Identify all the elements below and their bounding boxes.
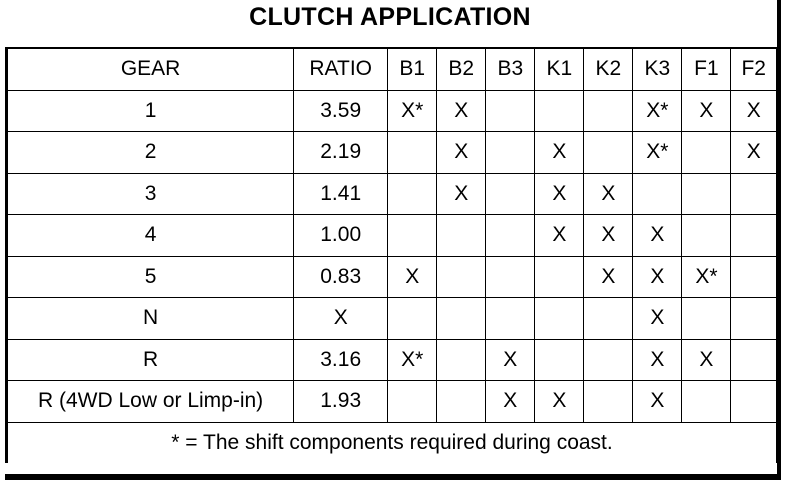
b2-cell [437, 215, 486, 257]
k2-cell [584, 298, 633, 340]
b3-cell [486, 173, 535, 215]
gear-cell: R (4WD Low or Limp-in) [7, 381, 294, 423]
ratio-cell: 1.00 [294, 215, 388, 257]
footnote: * = The shift components required during coast. [7, 422, 778, 463]
k1-cell: X [535, 215, 584, 257]
k1-cell: X [535, 132, 584, 174]
b1-cell [388, 298, 437, 340]
ratio-cell: X [294, 298, 388, 340]
b2-cell: X [437, 90, 486, 132]
f1-cell [682, 298, 731, 340]
ratio-cell: 1.41 [294, 173, 388, 215]
b3-cell [486, 90, 535, 132]
k3-cell: X [633, 381, 682, 423]
table-title: CLUTCH APPLICATION [249, 3, 531, 31]
header-row [7, 48, 778, 90]
b3-cell: X [486, 339, 535, 381]
gear-cell: 1 [7, 90, 294, 132]
ratio-cell: 1.93 [294, 381, 388, 423]
footnote-row [7, 422, 778, 463]
f1-cell: X [682, 90, 731, 132]
b1-cell [388, 132, 437, 174]
f2-cell [731, 256, 777, 298]
table-row [7, 173, 778, 215]
table-row [7, 339, 778, 381]
header-k2: K2 [584, 48, 633, 90]
k2-cell: X [584, 173, 633, 215]
f2-cell [731, 215, 777, 257]
header-b1: B1 [388, 48, 437, 90]
gear-cell: 3 [7, 173, 294, 215]
k3-cell: X [633, 339, 682, 381]
k1-cell [535, 256, 584, 298]
header-f2: F2 [731, 48, 777, 90]
gear-cell: R [7, 339, 294, 381]
k2-cell [584, 90, 633, 132]
b2-cell [437, 381, 486, 423]
f1-cell [682, 381, 731, 423]
table-row [7, 256, 778, 298]
ratio-cell: 2.19 [294, 132, 388, 174]
k1-cell [535, 339, 584, 381]
header-k3: K3 [633, 48, 682, 90]
table-row [7, 298, 778, 340]
header-f1: F1 [682, 48, 731, 90]
b1-cell [388, 381, 437, 423]
k3-cell: X* [633, 90, 682, 132]
b3-cell [486, 215, 535, 257]
b1-cell [388, 215, 437, 257]
gear-cell: N [7, 298, 294, 340]
k2-cell [584, 132, 633, 174]
ratio-cell: 0.83 [294, 256, 388, 298]
header-gear: GEAR [7, 48, 294, 90]
b3-cell [486, 132, 535, 174]
ratio-cell: 3.16 [294, 339, 388, 381]
f1-cell [682, 215, 731, 257]
gear-cell: 4 [7, 215, 294, 257]
k1-cell: X [535, 173, 584, 215]
f1-cell: X [682, 339, 731, 381]
b3-cell [486, 298, 535, 340]
f1-cell [682, 173, 731, 215]
k3-cell [633, 173, 682, 215]
f2-cell [731, 298, 777, 340]
f2-cell: X [731, 90, 777, 132]
header-ratio: RATIO [294, 48, 388, 90]
b2-cell [437, 298, 486, 340]
k3-cell: X* [633, 132, 682, 174]
ratio-cell: 3.59 [294, 90, 388, 132]
k1-cell: X [535, 381, 584, 423]
f1-cell [682, 132, 731, 174]
bottom-border [5, 474, 780, 480]
k3-cell: X [633, 215, 682, 257]
right-border [777, 0, 781, 480]
b2-cell [437, 256, 486, 298]
b1-cell [388, 173, 437, 215]
b2-cell: X [437, 132, 486, 174]
clutch-application-table [5, 47, 778, 463]
gear-cell: 5 [7, 256, 294, 298]
b3-cell [486, 256, 535, 298]
b1-cell: X* [388, 339, 437, 381]
k1-cell [535, 90, 584, 132]
k3-cell: X [633, 256, 682, 298]
k3-cell: X [633, 298, 682, 340]
f2-cell [731, 173, 777, 215]
k2-cell [584, 339, 633, 381]
table-row [7, 381, 778, 423]
f1-cell: X* [682, 256, 731, 298]
gear-cell: 2 [7, 132, 294, 174]
b1-cell: X* [388, 90, 437, 132]
b2-cell: X [437, 173, 486, 215]
header-b3: B3 [486, 48, 535, 90]
table-row [7, 90, 778, 132]
k2-cell: X [584, 215, 633, 257]
b1-cell: X [388, 256, 437, 298]
b2-cell [437, 339, 486, 381]
table-row [7, 132, 778, 174]
b3-cell: X [486, 381, 535, 423]
k2-cell: X [584, 256, 633, 298]
table-row [7, 215, 778, 257]
k2-cell [584, 381, 633, 423]
f2-cell [731, 381, 777, 423]
header-b2: B2 [437, 48, 486, 90]
header-k1: K1 [535, 48, 584, 90]
table-body [7, 90, 778, 422]
k1-cell [535, 298, 584, 340]
f2-cell: X [731, 132, 777, 174]
f2-cell [731, 339, 777, 381]
